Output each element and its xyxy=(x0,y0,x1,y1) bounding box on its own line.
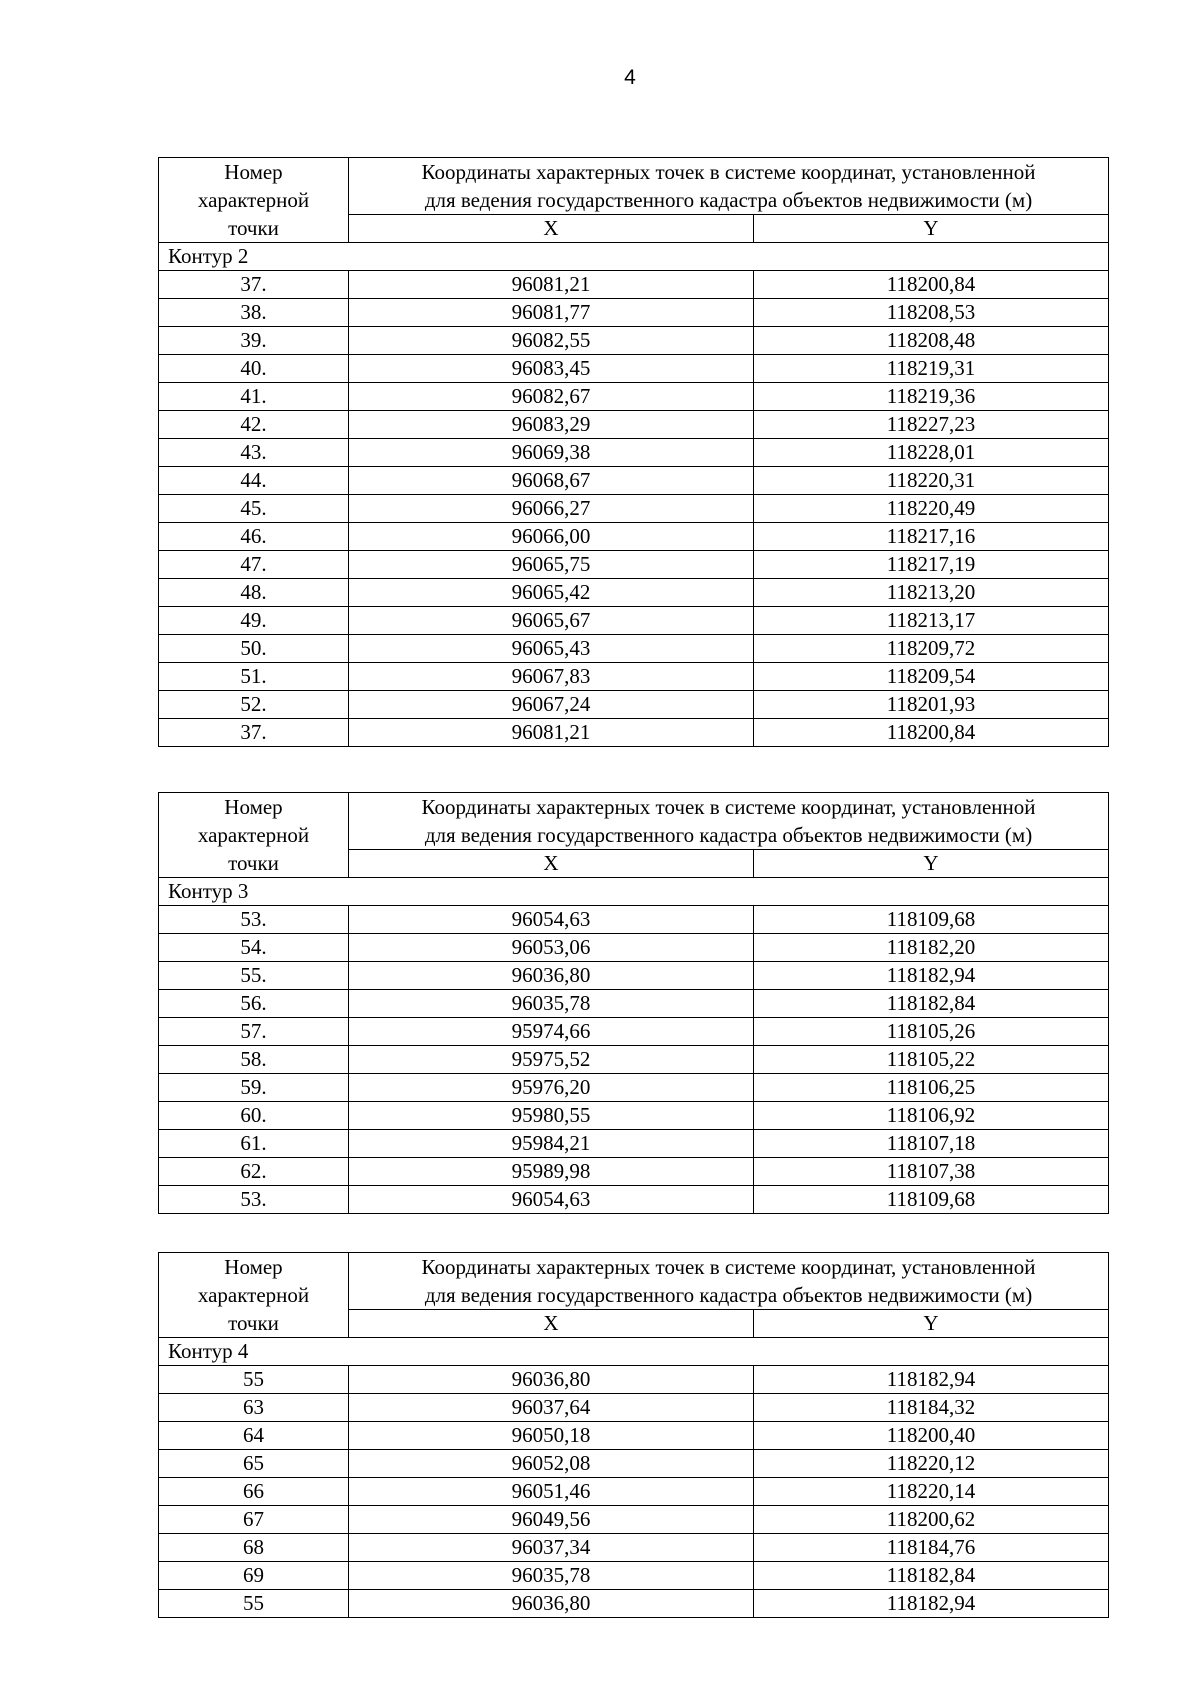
y-coordinate-cell: 118208,53 xyxy=(754,299,1109,327)
table-row xyxy=(159,1366,1109,1394)
y-coordinate-cell: 118106,92 xyxy=(754,1102,1109,1130)
x-coordinate-cell: 96066,27 xyxy=(349,495,754,523)
point-number-cell: 45. xyxy=(159,495,349,523)
point-number-cell: 56. xyxy=(159,990,349,1018)
table-row xyxy=(159,1394,1109,1422)
point-number-cell: 53. xyxy=(159,1186,349,1214)
x-coordinate-cell: 96081,21 xyxy=(349,271,754,299)
table-row xyxy=(159,635,1109,663)
x-coordinate-cell: 96081,21 xyxy=(349,719,754,747)
table-row xyxy=(159,355,1109,383)
y-coordinate-cell: 118107,18 xyxy=(754,1130,1109,1158)
point-number-cell: 48. xyxy=(159,579,349,607)
y-coordinate-cell: 118217,19 xyxy=(754,551,1109,579)
table-row xyxy=(159,934,1109,962)
x-coordinate-cell: 96036,80 xyxy=(349,962,754,990)
x-coordinate-cell: 96050,18 xyxy=(349,1422,754,1450)
y-coordinate-cell: 118109,68 xyxy=(754,906,1109,934)
x-coordinate-cell: 95974,66 xyxy=(349,1018,754,1046)
table-row xyxy=(159,607,1109,635)
point-number-cell: 66 xyxy=(159,1478,349,1506)
y-coordinate-cell: 118220,14 xyxy=(754,1478,1109,1506)
y-coordinate-cell: 118200,84 xyxy=(754,719,1109,747)
x-column-header: X xyxy=(349,215,754,243)
point-number-cell: 44. xyxy=(159,467,349,495)
point-number-header: Номер характерной точки xyxy=(159,158,349,243)
y-coordinate-cell: 118182,94 xyxy=(754,1366,1109,1394)
contour-row xyxy=(159,878,1109,906)
y-coordinate-cell: 118209,54 xyxy=(754,663,1109,691)
point-number-cell: 63 xyxy=(159,1394,349,1422)
table-row xyxy=(159,411,1109,439)
header-row xyxy=(159,793,1109,850)
y-coordinate-cell: 118182,84 xyxy=(754,1562,1109,1590)
point-number-cell: 61. xyxy=(159,1130,349,1158)
point-number-cell: 49. xyxy=(159,607,349,635)
header-row xyxy=(159,1253,1109,1310)
y-coordinate-cell: 118219,36 xyxy=(754,383,1109,411)
y-column-header: Y xyxy=(754,1310,1109,1338)
table-row xyxy=(159,1450,1109,1478)
x-coordinate-cell: 96069,38 xyxy=(349,439,754,467)
y-coordinate-cell: 118220,12 xyxy=(754,1450,1109,1478)
table-row xyxy=(159,1018,1109,1046)
x-coordinate-cell: 96083,45 xyxy=(349,355,754,383)
y-coordinate-cell: 118184,32 xyxy=(754,1394,1109,1422)
point-number-header: Номер характерной точки xyxy=(159,1253,349,1338)
point-number-cell: 58. xyxy=(159,1046,349,1074)
x-coordinate-cell: 96035,78 xyxy=(349,990,754,1018)
coordinates-header: Координаты характерных точек в системе координат, установленной для ведения государственного кадастра объектов недвижимости (м) xyxy=(349,793,1109,850)
page-number: 4 xyxy=(624,66,636,89)
point-number-cell: 41. xyxy=(159,383,349,411)
y-coordinate-cell: 118184,76 xyxy=(754,1534,1109,1562)
coordinates-header: Координаты характерных точек в системе координат, установленной для ведения государственного кадастра объектов недвижимости (м) xyxy=(349,1253,1109,1310)
point-number-cell: 43. xyxy=(159,439,349,467)
x-coordinate-cell: 96083,29 xyxy=(349,411,754,439)
y-coordinate-cell: 118109,68 xyxy=(754,1186,1109,1214)
x-coordinate-cell: 96067,24 xyxy=(349,691,754,719)
table-row xyxy=(159,579,1109,607)
x-coordinate-cell: 96068,67 xyxy=(349,467,754,495)
point-number-cell: 69 xyxy=(159,1562,349,1590)
table-row xyxy=(159,691,1109,719)
table-row xyxy=(159,663,1109,691)
table-row xyxy=(159,439,1109,467)
y-coordinate-cell: 118209,72 xyxy=(754,635,1109,663)
table-row xyxy=(159,990,1109,1018)
point-number-cell: 37. xyxy=(159,719,349,747)
y-coordinate-cell: 118228,01 xyxy=(754,439,1109,467)
y-coordinate-cell: 118182,20 xyxy=(754,934,1109,962)
coordinates-table-contour-4 xyxy=(158,1252,1109,1618)
y-coordinate-cell: 118182,94 xyxy=(754,962,1109,990)
contour-label: Контур 3 xyxy=(159,878,1109,906)
x-coordinate-cell: 96065,75 xyxy=(349,551,754,579)
x-coordinate-cell: 96065,43 xyxy=(349,635,754,663)
x-coordinate-cell: 96054,63 xyxy=(349,1186,754,1214)
table-row xyxy=(159,1074,1109,1102)
table-row xyxy=(159,1506,1109,1534)
x-coordinate-cell: 95975,52 xyxy=(349,1046,754,1074)
x-coordinate-cell: 96054,63 xyxy=(349,906,754,934)
table-row xyxy=(159,1422,1109,1450)
table-row xyxy=(159,467,1109,495)
table-row xyxy=(159,906,1109,934)
table-row xyxy=(159,1158,1109,1186)
y-coordinate-cell: 118220,31 xyxy=(754,467,1109,495)
table-row xyxy=(159,1562,1109,1590)
point-number-cell: 55. xyxy=(159,962,349,990)
point-number-cell: 50. xyxy=(159,635,349,663)
y-coordinate-cell: 118200,40 xyxy=(754,1422,1109,1450)
point-number-header: Номер характерной точки xyxy=(159,793,349,878)
table-row xyxy=(159,1478,1109,1506)
x-coordinate-cell: 96037,34 xyxy=(349,1534,754,1562)
y-coordinate-cell: 118208,48 xyxy=(754,327,1109,355)
y-coordinate-cell: 118200,62 xyxy=(754,1506,1109,1534)
point-number-cell: 57. xyxy=(159,1018,349,1046)
table-row xyxy=(159,1130,1109,1158)
coordinates-table-contour-3 xyxy=(158,792,1109,1214)
table-row xyxy=(159,383,1109,411)
y-coordinate-cell: 118217,16 xyxy=(754,523,1109,551)
y-coordinate-cell: 118201,93 xyxy=(754,691,1109,719)
table-row xyxy=(159,299,1109,327)
x-coordinate-cell: 95989,98 xyxy=(349,1158,754,1186)
point-number-cell: 65 xyxy=(159,1450,349,1478)
contour-row xyxy=(159,1338,1109,1366)
table-row xyxy=(159,962,1109,990)
x-coordinate-cell: 96035,78 xyxy=(349,1562,754,1590)
point-number-cell: 52. xyxy=(159,691,349,719)
point-number-cell: 62. xyxy=(159,1158,349,1186)
table-row xyxy=(159,327,1109,355)
x-coordinate-cell: 96049,56 xyxy=(349,1506,754,1534)
point-number-cell: 53. xyxy=(159,906,349,934)
point-number-cell: 40. xyxy=(159,355,349,383)
x-coordinate-cell: 96065,42 xyxy=(349,579,754,607)
x-coordinate-cell: 95984,21 xyxy=(349,1130,754,1158)
y-coordinate-cell: 118219,31 xyxy=(754,355,1109,383)
contour-row xyxy=(159,243,1109,271)
x-coordinate-cell: 96081,77 xyxy=(349,299,754,327)
x-coordinate-cell: 96037,64 xyxy=(349,1394,754,1422)
table-row xyxy=(159,719,1109,747)
y-coordinate-cell: 118182,84 xyxy=(754,990,1109,1018)
point-number-cell: 64 xyxy=(159,1422,349,1450)
table-row xyxy=(159,1046,1109,1074)
y-column-header: Y xyxy=(754,215,1109,243)
y-coordinate-cell: 118200,84 xyxy=(754,271,1109,299)
table-row xyxy=(159,271,1109,299)
y-coordinate-cell: 118220,49 xyxy=(754,495,1109,523)
point-number-cell: 60. xyxy=(159,1102,349,1130)
point-number-cell: 39. xyxy=(159,327,349,355)
x-coordinate-cell: 96082,55 xyxy=(349,327,754,355)
point-number-cell: 67 xyxy=(159,1506,349,1534)
y-coordinate-cell: 118213,17 xyxy=(754,607,1109,635)
x-coordinate-cell: 96082,67 xyxy=(349,383,754,411)
y-coordinate-cell: 118227,23 xyxy=(754,411,1109,439)
y-column-header: Y xyxy=(754,850,1109,878)
y-coordinate-cell: 118105,26 xyxy=(754,1018,1109,1046)
point-number-cell: 51. xyxy=(159,663,349,691)
point-number-cell: 59. xyxy=(159,1074,349,1102)
coordinates-header: Координаты характерных точек в системе координат, установленной для ведения государственного кадастра объектов недвижимости (м) xyxy=(349,158,1109,215)
x-coordinate-cell: 95976,20 xyxy=(349,1074,754,1102)
point-number-cell: 54. xyxy=(159,934,349,962)
point-number-cell: 38. xyxy=(159,299,349,327)
contour-label: Контур 4 xyxy=(159,1338,1109,1366)
table-row xyxy=(159,1590,1109,1618)
table-row xyxy=(159,1186,1109,1214)
x-coordinate-cell: 95980,55 xyxy=(349,1102,754,1130)
y-coordinate-cell: 118182,94 xyxy=(754,1590,1109,1618)
y-coordinate-cell: 118107,38 xyxy=(754,1158,1109,1186)
x-coordinate-cell: 96065,67 xyxy=(349,607,754,635)
x-column-header: X xyxy=(349,850,754,878)
x-coordinate-cell: 96051,46 xyxy=(349,1478,754,1506)
table-row xyxy=(159,1534,1109,1562)
point-number-cell: 47. xyxy=(159,551,349,579)
table-row xyxy=(159,551,1109,579)
x-coordinate-cell: 96052,08 xyxy=(349,1450,754,1478)
x-coordinate-cell: 96036,80 xyxy=(349,1590,754,1618)
table-row xyxy=(159,523,1109,551)
y-coordinate-cell: 118105,22 xyxy=(754,1046,1109,1074)
x-coordinate-cell: 96036,80 xyxy=(349,1366,754,1394)
table-row xyxy=(159,1102,1109,1130)
point-number-cell: 37. xyxy=(159,271,349,299)
x-coordinate-cell: 96053,06 xyxy=(349,934,754,962)
table-row xyxy=(159,495,1109,523)
point-number-cell: 42. xyxy=(159,411,349,439)
x-coordinate-cell: 96066,00 xyxy=(349,523,754,551)
contour-label: Контур 2 xyxy=(159,243,1109,271)
coordinates-table-contour-2 xyxy=(158,157,1109,747)
point-number-cell: 46. xyxy=(159,523,349,551)
x-column-header: X xyxy=(349,1310,754,1338)
point-number-cell: 55 xyxy=(159,1590,349,1618)
header-row xyxy=(159,158,1109,215)
point-number-cell: 68 xyxy=(159,1534,349,1562)
y-coordinate-cell: 118106,25 xyxy=(754,1074,1109,1102)
point-number-cell: 55 xyxy=(159,1366,349,1394)
x-coordinate-cell: 96067,83 xyxy=(349,663,754,691)
y-coordinate-cell: 118213,20 xyxy=(754,579,1109,607)
